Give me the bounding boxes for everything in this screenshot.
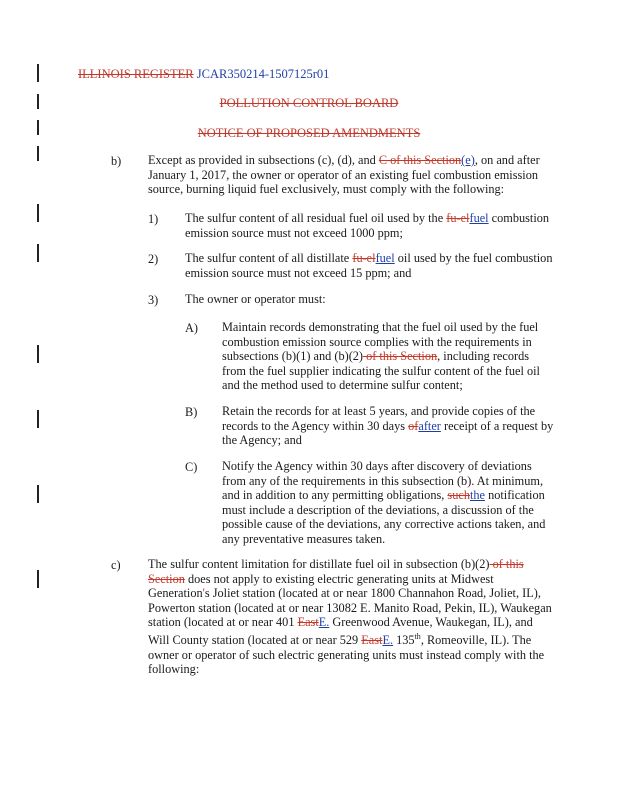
change-bar [37,410,39,428]
change-bar [37,570,39,588]
item-A-label: A) [185,321,198,335]
section-c-label: c) [111,558,121,572]
item-A-text: Maintain records demonstrating that the fuel oil used by the fuel combustion emission source complies with the requirements in subsections (b)(1) and (b)(2) of this Section, including records from the fuel supplier indicating the sulfur content of the fuel oil and the method used to determine sulfur content; [222,320,540,393]
section-c-text: The sulfur content limitation for distillate fuel oil in subsection (b)(2) of this Section does not apply to existing electric generating units at Midwest Generation's Joliet station (located at or near 1800 Channahon Road, Joliet, IL), Powerton station (located at or near 13082 E. Manito Road, Pekin, IL), Waukegan station (located at or near 401 EastE. Greenwood Avenue, Waukegan, IL), and Will County station (located at or near 529 EastE. 135th, Romeoville, IL). The owner or operator of such electric generating units must instead comply with the following: [148,557,552,677]
change-bar [37,485,39,503]
register-label: ILLINOIS REGISTER [78,67,194,81]
item-1-text: The sulfur content of all residual fuel oil used by the fu-elfuel combustion emission source must not exceed 1000 ppm; [185,211,550,240]
board-title: POLLUTION CONTROL BOARD [219,96,399,110]
item-3-label: 3) [148,293,159,307]
notice-title: NOTICE OF PROPOSED AMENDMENTS [197,126,421,140]
item-B-label: B) [185,405,198,419]
change-bar [37,146,39,161]
item-C-text: Notify the Agency within 30 days after discovery of deviations from any of the requirements in this subsection (b). At minimum, and in addition to any permitting obligations, suchthe notification must include a description of the deviations, a discussion of the possible cause of the deviations, any corrective actions taken, and any preventative measures taken. [222,459,546,546]
item-2-text: The sulfur content of all distillate fu-elfuel oil used by the fuel combustion emission source must not exceed 15 ppm; and [185,251,553,280]
section-b-label: b) [111,154,122,168]
item-C-label: C) [185,460,198,474]
register-header [78,67,329,82]
item-2-label: 2) [148,252,159,266]
change-bar [37,204,39,222]
item-3-text: The owner or operator must: [185,292,326,306]
item-B-text: Retain the records for at least 5 years, and provide copies of the records to the Agency within 30 days ofafter receipt of a request by the Agency; and [222,404,554,448]
section-b-text: Except as provided in subsections (c), (d), and C of this Section(e), on and after January 1, 2017, the owner or operator of an existing fuel combustion emission source, burning liquid fuel exclusively, must comply with the following: [148,153,540,197]
doc-id: JCAR350214-1507125r01 [196,67,330,81]
change-bar [37,244,39,262]
item-1-label: 1) [148,212,159,226]
change-bar [37,64,39,82]
change-bar [37,345,39,363]
